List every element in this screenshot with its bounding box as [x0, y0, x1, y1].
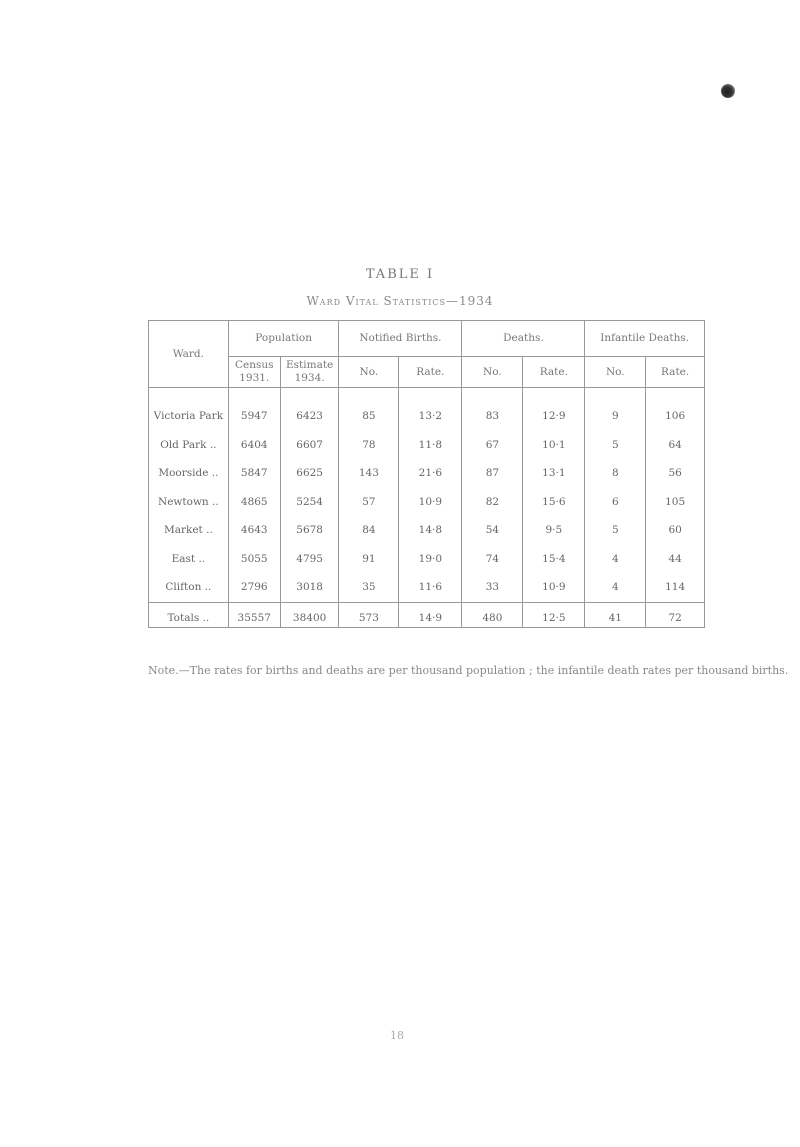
estimate-cell: 6423 [280, 388, 339, 431]
census-total: 35557 [228, 602, 280, 627]
deaths-no-cell: 33 [462, 573, 523, 602]
estimate-cell: 6607 [280, 431, 339, 460]
deaths-rate-cell: 10·1 [523, 431, 585, 460]
infantile-rate-cell: 105 [646, 488, 705, 517]
births-rate-cell: 19·0 [399, 545, 462, 574]
infantile-no-cell: 8 [585, 459, 646, 488]
deaths-rate-cell: 10·9 [523, 573, 585, 602]
table-row [149, 488, 705, 517]
infantile-no-header: No. [585, 357, 646, 388]
census-cell: 2796 [228, 573, 280, 602]
infantile-no-cell: 5 [585, 516, 646, 545]
infantile-rate-cell: 64 [646, 431, 705, 460]
infantile-rate-cell: 106 [646, 388, 705, 431]
ward-statistics-table [148, 320, 705, 628]
ward-name: Moorside .. [149, 459, 229, 488]
births-no-cell: 85 [339, 388, 399, 431]
deaths-rate-total: 12·5 [523, 602, 585, 627]
estimate-header: Estimate 1934. [280, 357, 339, 388]
table-row [149, 516, 705, 545]
deaths-no-total: 480 [462, 602, 523, 627]
infantile-no-cell: 5 [585, 431, 646, 460]
infantile-no-cell: 4 [585, 545, 646, 574]
census-cell: 6404 [228, 431, 280, 460]
deaths-no-header: No. [462, 357, 523, 388]
ward-name: Old Park .. [149, 431, 229, 460]
births-no-cell: 84 [339, 516, 399, 545]
infantile-rate-total: 72 [646, 602, 705, 627]
deaths-no-cell: 83 [462, 388, 523, 431]
ward-name: Victoria Park [149, 388, 229, 431]
deaths-no-cell: 54 [462, 516, 523, 545]
notified-births-header: Notified Births. [339, 321, 462, 357]
ward-name: Market .. [149, 516, 229, 545]
table-row [149, 573, 705, 602]
infantile-no-cell: 6 [585, 488, 646, 517]
infantile-rate-cell: 44 [646, 545, 705, 574]
estimate-cell: 3018 [280, 573, 339, 602]
table-title: TABLE I [365, 267, 435, 282]
deaths-rate-cell: 15·4 [523, 545, 585, 574]
deaths-rate-cell: 12·9 [523, 388, 585, 431]
deaths-header: Deaths. [462, 321, 585, 357]
estimate-cell: 5254 [280, 488, 339, 517]
table-row [149, 431, 705, 460]
census-cell: 5055 [228, 545, 280, 574]
deaths-rate-header: Rate. [523, 357, 585, 388]
census-cell: 4643 [228, 516, 280, 545]
births-rate-cell: 11·8 [399, 431, 462, 460]
deaths-rate-cell: 9·5 [523, 516, 585, 545]
estimate-cell: 4795 [280, 545, 339, 574]
estimate-total: 38400 [280, 602, 339, 627]
births-no-header: No. [339, 357, 399, 388]
deaths-no-cell: 87 [462, 459, 523, 488]
deaths-no-cell: 82 [462, 488, 523, 517]
births-no-cell: 35 [339, 573, 399, 602]
births-no-total: 573 [339, 602, 399, 627]
births-no-cell: 78 [339, 431, 399, 460]
page-number: 18 [390, 1029, 404, 1042]
table-subtitle: Ward Vital Statistics—1934 [306, 294, 494, 308]
population-header: Population [228, 321, 339, 357]
table-row [149, 545, 705, 574]
deaths-rate-cell: 15·6 [523, 488, 585, 517]
totals-label: Totals .. [149, 602, 229, 627]
ward-name: Clifton .. [149, 573, 229, 602]
births-no-cell: 57 [339, 488, 399, 517]
ward-name: Newtown .. [149, 488, 229, 517]
infantile-rate-cell: 114 [646, 573, 705, 602]
deaths-no-cell: 67 [462, 431, 523, 460]
estimate-cell: 5678 [280, 516, 339, 545]
births-rate-cell: 11·6 [399, 573, 462, 602]
ward-header: Ward. [149, 321, 229, 388]
infantile-rate-header: Rate. [646, 357, 705, 388]
table-row [149, 459, 705, 488]
census-header: Census 1931. [228, 357, 280, 388]
births-rate-total: 14·9 [399, 602, 462, 627]
census-cell: 4865 [228, 488, 280, 517]
births-rate-cell: 21·6 [399, 459, 462, 488]
ward-name: East .. [149, 545, 229, 574]
births-rate-cell: 10·9 [399, 488, 462, 517]
infantile-no-cell: 4 [585, 573, 646, 602]
infantile-rate-cell: 56 [646, 459, 705, 488]
infantile-rate-cell: 60 [646, 516, 705, 545]
census-cell: 5947 [228, 388, 280, 431]
deaths-rate-cell: 13·1 [523, 459, 585, 488]
infantile-no-cell: 9 [585, 388, 646, 431]
estimate-cell: 6625 [280, 459, 339, 488]
census-cell: 5847 [228, 459, 280, 488]
births-rate-cell: 14·8 [399, 516, 462, 545]
births-rate-header: Rate. [399, 357, 462, 388]
births-rate-cell: 13·2 [399, 388, 462, 431]
table-note: Note.—The rates for births and deaths are per thousand population ; the infantile death rates per thousand births. [148, 664, 789, 677]
totals-row [149, 602, 705, 627]
births-no-cell: 143 [339, 459, 399, 488]
infantile-no-total: 41 [585, 602, 646, 627]
births-no-cell: 91 [339, 545, 399, 574]
infantile-deaths-header: Infantile Deaths. [585, 321, 705, 357]
deaths-no-cell: 74 [462, 545, 523, 574]
table-row [149, 388, 705, 431]
ink-blot [721, 84, 735, 98]
